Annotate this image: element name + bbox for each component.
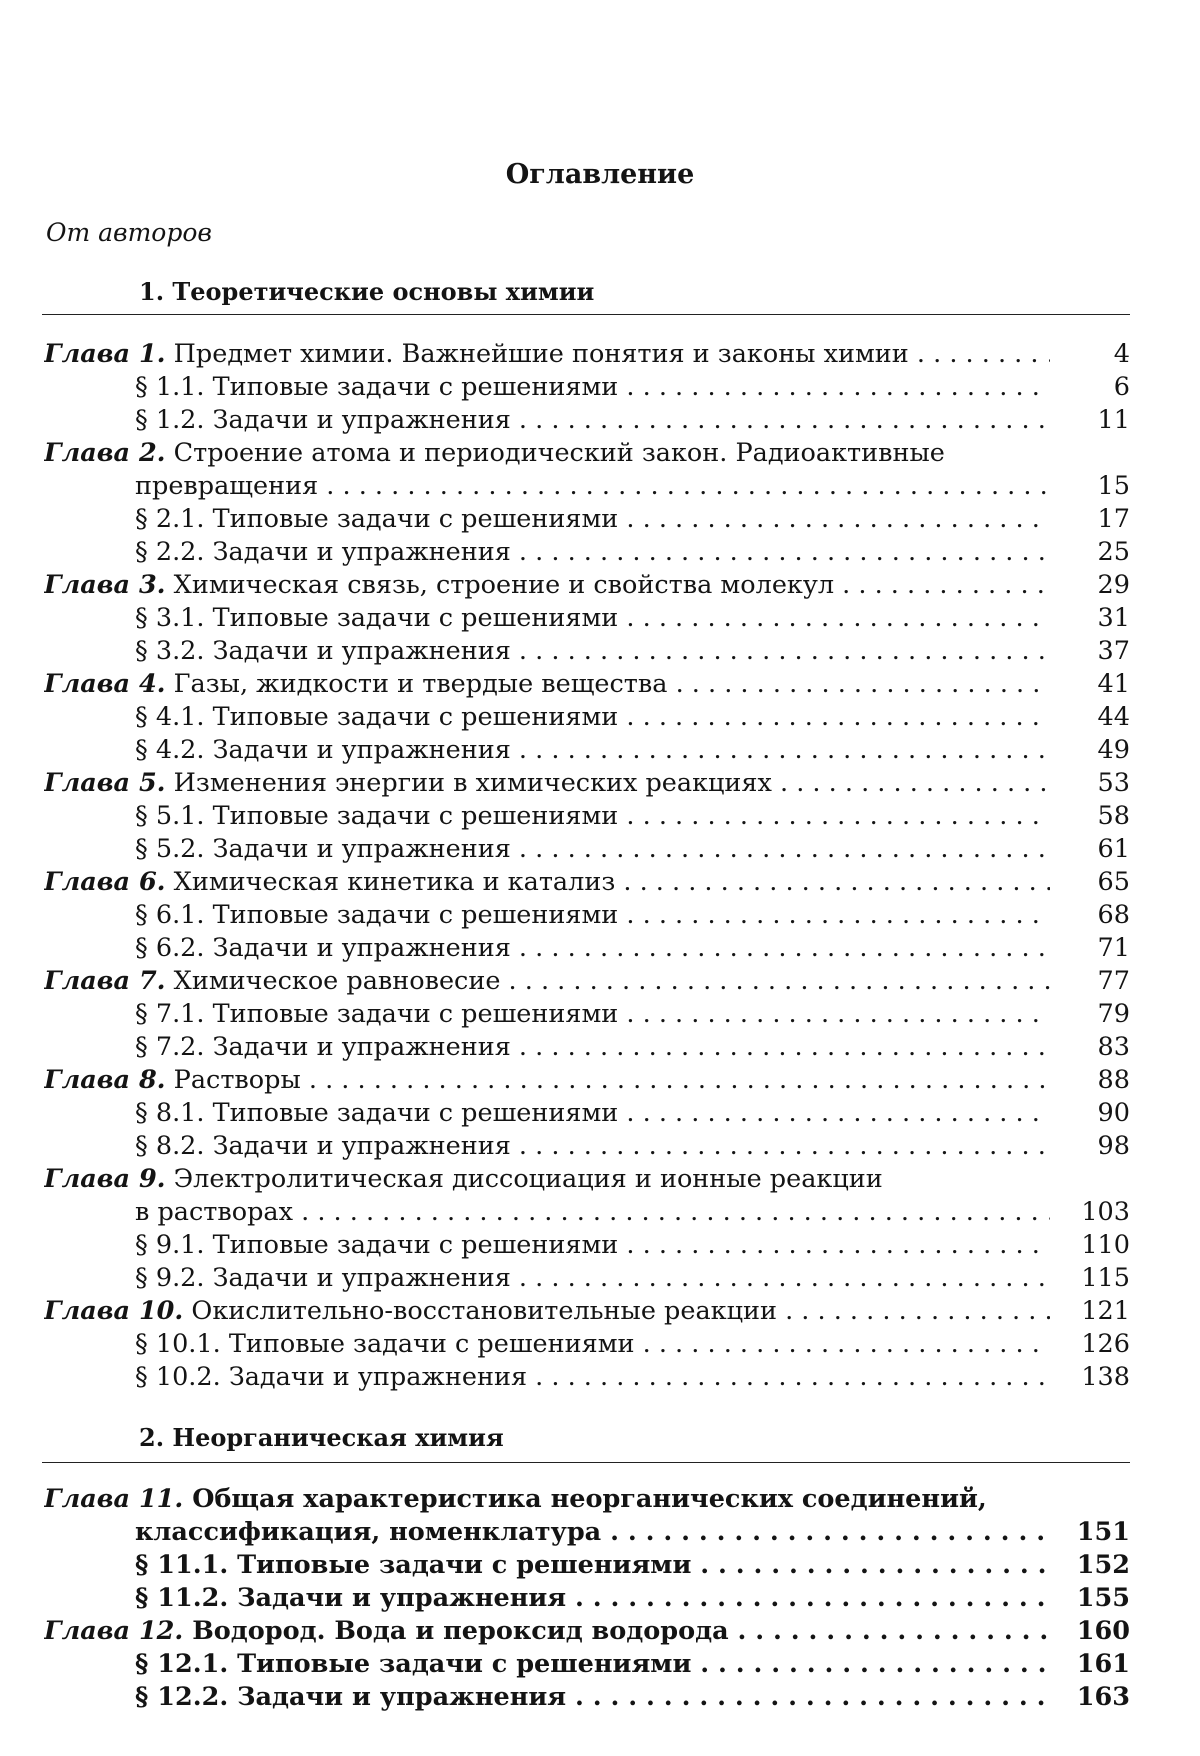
toc-chapter-entry — [0, 965, 1200, 998]
toc-entry-text — [135, 998, 1060, 1031]
toc-entry-text — [44, 965, 1060, 998]
toc-entry-text — [135, 1328, 1060, 1361]
entry-title: в растворах — [135, 1197, 293, 1227]
page-number: 88 — [1050, 1064, 1130, 1097]
entry-title: Общая характеристика неорганических соединений, — [192, 1484, 987, 1514]
toc-section-entry — [0, 998, 1200, 1031]
entry-title: Водород. Вода и пероксид водорода — [192, 1616, 729, 1646]
entry-title: § 2.2. Задачи и упражнения — [135, 537, 511, 567]
toc-entry-text — [44, 668, 1060, 701]
toc-entry-text — [44, 569, 1060, 602]
entry-title: § 4.1. Типовые задачи с решениями — [135, 702, 619, 732]
entry-title: § 12.2. Задачи и упражнения — [135, 1682, 567, 1712]
toc-chapter-entry — [0, 668, 1200, 701]
part-2-divider — [42, 1462, 1130, 1463]
toc-entry-text — [44, 437, 1060, 470]
page-number: 11 — [1050, 404, 1130, 437]
toc-chapter-entry — [0, 866, 1200, 899]
entry-title: § 12.1. Типовые задачи с решениями — [135, 1649, 692, 1679]
entry-title: § 7.1. Типовые задачи с решениями — [135, 999, 619, 1029]
page-number: 98 — [1050, 1130, 1130, 1163]
toc-section-entry — [0, 1031, 1200, 1064]
entry-title: Растворы — [173, 1065, 301, 1095]
page-number: 65 — [1050, 866, 1130, 899]
toc-section-entry — [0, 635, 1200, 668]
page-number: 49 — [1050, 734, 1130, 767]
entry-title: § 2.1. Типовые задачи с решениями — [135, 504, 619, 534]
entry-title: § 7.2. Задачи и упражнения — [135, 1032, 511, 1062]
chapter-label: Глава 1. — [44, 339, 166, 369]
toc-section-entry — [0, 734, 1200, 767]
page-number: 37 — [1050, 635, 1130, 668]
toc-entry-text — [135, 602, 1060, 635]
page-number: 53 — [1050, 767, 1130, 800]
chapter-label: Глава 10. — [44, 1296, 184, 1326]
entry-title: классификация, номенклатура — [135, 1517, 602, 1547]
entry-title: Предмет химии. Важнейшие понятия и законы химии — [173, 339, 909, 369]
toc-section-entry — [0, 602, 1200, 635]
page-number: 25 — [1050, 536, 1130, 569]
entry-title: Строение атома и периодический закон. Радиоактивные — [173, 438, 945, 468]
toc-section-entry — [0, 1328, 1200, 1361]
toc-entry-text — [44, 1615, 1060, 1648]
toc-section-entry — [0, 1549, 1200, 1582]
toc-section-entry — [0, 932, 1200, 965]
toc-entry-text — [135, 371, 1060, 404]
entry-title: Газы, жидкости и твердые вещества — [173, 669, 668, 699]
page-number: 138 — [1050, 1361, 1130, 1394]
entry-title: § 1.2. Задачи и упражнения — [135, 405, 511, 435]
chapter-label: Глава 2. — [44, 438, 166, 468]
toc-chapter-entry — [0, 1163, 1200, 1196]
toc-section-entry — [0, 1361, 1200, 1394]
page-number: 160 — [1050, 1615, 1130, 1648]
toc-chapter-entry — [0, 338, 1200, 371]
part-1-divider — [42, 314, 1130, 315]
page-number: 15 — [1050, 470, 1130, 503]
toc-entry-text — [135, 701, 1060, 734]
entry-title: § 10.1. Типовые задачи с решениями — [135, 1329, 635, 1359]
toc-entry-text — [135, 1549, 1060, 1582]
toc-entry-text — [44, 338, 1060, 371]
part-1-toc-list — [0, 338, 1200, 1394]
page-number: 110 — [1050, 1229, 1130, 1262]
entry-title: § 5.2. Задачи и упражнения — [135, 834, 511, 864]
toc-section-entry — [0, 1097, 1200, 1130]
page-title: Оглавление — [505, 159, 695, 190]
page-number: 155 — [1050, 1582, 1130, 1615]
toc-entry-text — [135, 800, 1060, 833]
page-number: 61 — [1050, 833, 1130, 866]
entry-title: Изменения энергии в химических реакциях — [173, 768, 772, 798]
toc-section-entry — [0, 701, 1200, 734]
toc-entry-text — [44, 866, 1060, 899]
chapter-label: Глава 7. — [44, 966, 166, 996]
toc-section-entry — [0, 536, 1200, 569]
toc-entry-text — [135, 1097, 1060, 1130]
toc-entry-text — [44, 1483, 1060, 1516]
toc-entry-text — [135, 404, 1060, 437]
toc-section-entry — [0, 1229, 1200, 1262]
page-number: 126 — [1050, 1328, 1130, 1361]
entry-title: § 10.2. Задачи и упражнения — [135, 1362, 528, 1392]
toc-section-entry — [0, 1130, 1200, 1163]
toc-entry-text — [135, 1582, 1060, 1615]
entry-title: § 5.1. Типовые задачи с решениями — [135, 801, 619, 831]
part-1-title: 1. Теоретические основы химии — [139, 277, 595, 306]
entry-title: § 9.1. Типовые задачи с решениями — [135, 1230, 619, 1260]
entry-title: Электролитическая диссоциация и ионные реакции — [173, 1164, 883, 1194]
toc-section-entry — [0, 899, 1200, 932]
toc-section-entry — [0, 404, 1200, 437]
toc-chapter-entry — [0, 1483, 1200, 1516]
toc-entry-text — [135, 833, 1060, 866]
toc-entry-text — [44, 1295, 1060, 1328]
toc-entry-text — [135, 470, 1060, 503]
toc-entry-text — [135, 1229, 1060, 1262]
chapter-label: Глава 6. — [44, 867, 166, 897]
entry-title: превращения — [135, 471, 319, 501]
entry-title: § 1.1. Типовые задачи с решениями — [135, 372, 619, 402]
toc-chapter-entry — [0, 1295, 1200, 1328]
preface-entry: От авторов — [46, 218, 212, 247]
page-number: 44 — [1050, 701, 1130, 734]
toc-chapter-entry — [0, 767, 1200, 800]
toc-section-entry — [0, 800, 1200, 833]
entry-title: § 6.2. Задачи и упражнения — [135, 933, 511, 963]
chapter-label: Глава 8. — [44, 1065, 166, 1095]
toc-section-entry — [0, 371, 1200, 404]
page-number: 152 — [1050, 1549, 1130, 1582]
page-number: 17 — [1050, 503, 1130, 536]
entry-title: Окислительно-восстановительные реакции — [191, 1296, 777, 1326]
toc-chapter-continuation — [0, 1516, 1200, 1549]
entry-title: § 8.1. Типовые задачи с решениями — [135, 1098, 619, 1128]
page-number: 29 — [1050, 569, 1130, 602]
page-number: 68 — [1050, 899, 1130, 932]
chapter-label: Глава 12. — [44, 1616, 184, 1646]
toc-chapter-entry — [0, 437, 1200, 470]
toc-entry-text — [135, 1031, 1060, 1064]
part-2-toc-list — [0, 1483, 1200, 1714]
toc-entry-text — [135, 1130, 1060, 1163]
entry-title: § 11.1. Типовые задачи с решениями — [135, 1550, 692, 1580]
page-number: 161 — [1050, 1648, 1130, 1681]
entry-title: § 11.2. Задачи и упражнения — [135, 1583, 567, 1613]
entry-title: § 3.1. Типовые задачи с решениями — [135, 603, 619, 633]
page-number: 83 — [1050, 1031, 1130, 1064]
toc-section-entry — [0, 503, 1200, 536]
toc-entry-text — [135, 1648, 1060, 1681]
page-number: 71 — [1050, 932, 1130, 965]
toc-section-entry — [0, 1262, 1200, 1295]
toc-chapter-entry — [0, 1615, 1200, 1648]
chapter-label: Глава 4. — [44, 669, 166, 699]
toc-entry-text — [135, 1516, 1060, 1549]
page-number: 121 — [1050, 1295, 1130, 1328]
toc-entry-text — [135, 536, 1060, 569]
entry-title: § 9.2. Задачи и упражнения — [135, 1263, 511, 1293]
page-number: 77 — [1050, 965, 1130, 998]
chapter-label: Глава 11. — [44, 1484, 184, 1514]
chapter-label: Глава 3. — [44, 570, 166, 600]
toc-entry-text — [135, 1361, 1060, 1394]
entry-title: § 4.2. Задачи и упражнения — [135, 735, 511, 765]
toc-section-entry — [0, 1582, 1200, 1615]
entry-title: Химическая связь, строение и свойства молекул — [173, 570, 835, 600]
toc-entry-text — [135, 1681, 1060, 1714]
toc-entry-text — [135, 1196, 1060, 1229]
toc-chapter-entry — [0, 569, 1200, 602]
page-number: 58 — [1050, 800, 1130, 833]
chapter-label: Глава 5. — [44, 768, 166, 798]
page-number: 151 — [1050, 1516, 1130, 1549]
toc-entry-text — [135, 635, 1060, 668]
chapter-label: Глава 9. — [44, 1164, 166, 1194]
part-2-title: 2. Неорганическая химия — [139, 1423, 504, 1452]
toc-section-entry — [0, 1648, 1200, 1681]
page-number: 31 — [1050, 602, 1130, 635]
toc-entry-text — [44, 767, 1060, 800]
toc-section-entry — [0, 1681, 1200, 1714]
toc-entry-text — [135, 734, 1060, 767]
toc-entry-text — [135, 899, 1060, 932]
toc-chapter-continuation — [0, 470, 1200, 503]
entry-title: § 3.2. Задачи и упражнения — [135, 636, 511, 666]
toc-chapter-continuation — [0, 1196, 1200, 1229]
page-number: 4 — [1050, 338, 1130, 371]
page-number: 41 — [1050, 668, 1130, 701]
entry-title: Химическое равновесие — [173, 966, 501, 996]
entry-title: § 6.1. Типовые задачи с решениями — [135, 900, 619, 930]
page-number: 79 — [1050, 998, 1130, 1031]
toc-entry-text — [135, 1262, 1060, 1295]
toc-chapter-entry — [0, 1064, 1200, 1097]
entry-title: Химическая кинетика и катализ — [173, 867, 616, 897]
page-number: 163 — [1050, 1681, 1130, 1714]
toc-entry-text — [44, 1163, 1060, 1196]
page-number: 115 — [1050, 1262, 1130, 1295]
toc-entry-text — [135, 932, 1060, 965]
page-number: 90 — [1050, 1097, 1130, 1130]
toc-entry-text — [135, 503, 1060, 536]
entry-title: § 8.2. Задачи и упражнения — [135, 1131, 511, 1161]
toc-section-entry — [0, 833, 1200, 866]
toc-entry-text — [44, 1064, 1060, 1097]
page-number: 103 — [1050, 1196, 1130, 1229]
page-number: 6 — [1050, 371, 1130, 404]
